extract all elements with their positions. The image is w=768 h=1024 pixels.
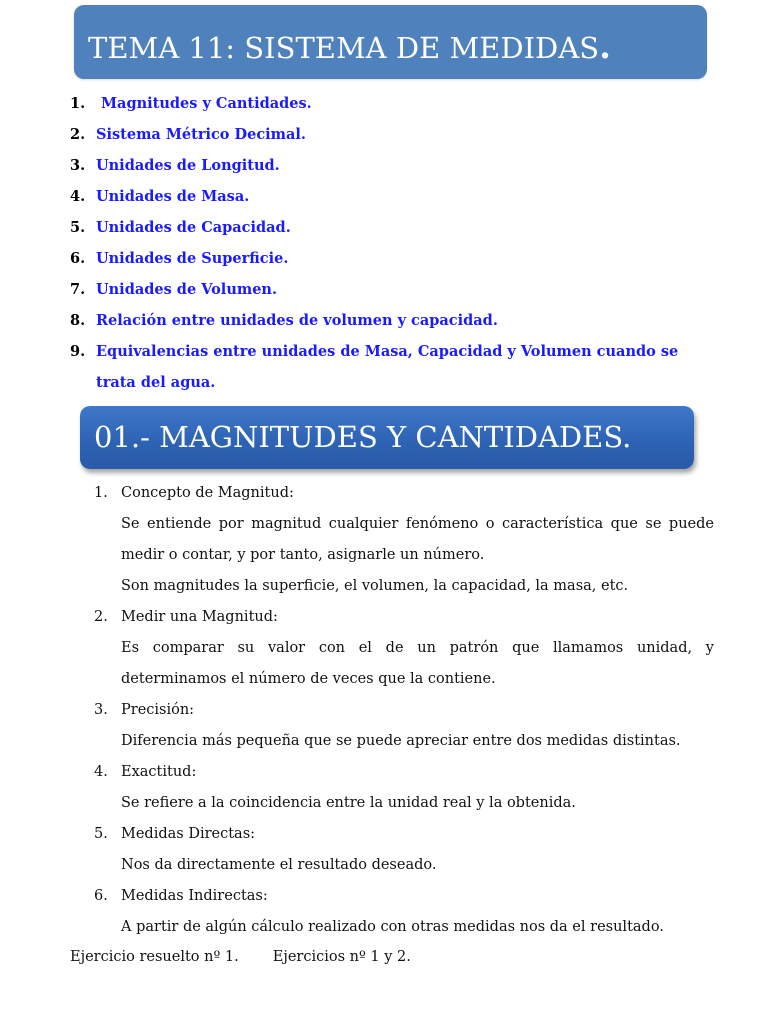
toc-item xyxy=(70,150,720,181)
toc-number: 9. xyxy=(70,343,86,360)
toc-item xyxy=(70,212,720,243)
page-title-dot: . xyxy=(599,27,611,67)
item-heading: Medidas Directas: xyxy=(121,826,256,842)
exercise-references xyxy=(70,942,411,973)
page-title: TEMA 11: SISTEMA DE MEDIDAS xyxy=(88,31,600,65)
solved-exercise-ref: Ejercicio resuelto nº 1. xyxy=(70,949,239,965)
content-item xyxy=(94,819,714,881)
item-paragraph: A partir de algún cálculo realizado con otras medidas nos da el resultado. xyxy=(121,919,664,935)
toc-text: Unidades de Longitud. xyxy=(96,157,280,174)
exercises-ref: Ejercicios nº 1 y 2. xyxy=(272,949,411,965)
toc-item xyxy=(70,336,720,398)
toc-item xyxy=(70,243,720,274)
item-number: 5. xyxy=(94,826,108,842)
content-item xyxy=(94,602,714,695)
section-title: 01.- MAGNITUDES Y CANTIDADES. xyxy=(94,420,632,454)
item-paragraph: Diferencia más pequeña que se puede apreciar entre dos medidas distintas. xyxy=(121,733,681,749)
toc-item xyxy=(70,274,720,305)
item-paragraph: Es comparar su valor con el de un patrón que llamamos unidad, y determinamos el número de veces que la contiene. xyxy=(121,640,714,687)
toc-number: 3. xyxy=(70,157,86,174)
item-number: 4. xyxy=(94,764,108,780)
toc-item xyxy=(70,119,720,150)
toc-text: Equivalencias entre unidades de Masa, Capacidad y Volumen cuando se trata del agua. xyxy=(96,343,679,391)
item-number: 3. xyxy=(94,702,108,718)
toc-number: 6. xyxy=(70,250,86,267)
item-paragraph: Son magnitudes la superficie, el volumen, la capacidad, la masa, etc. xyxy=(121,578,629,594)
content-item xyxy=(94,757,714,819)
item-paragraph: Nos da directamente el resultado deseado. xyxy=(121,857,437,873)
toc-number: 8. xyxy=(70,312,86,329)
item-heading: Concepto de Magnitud: xyxy=(121,485,294,501)
toc-text: Magnitudes y Cantidades. xyxy=(101,95,312,112)
toc-item xyxy=(70,305,720,336)
item-heading: Medidas Indirectas: xyxy=(121,888,268,904)
toc-text: Relación entre unidades de volumen y capacidad. xyxy=(96,312,498,329)
item-paragraph: Se entiende por magnitud cualquier fenómeno o característica que se puede medir o contar, y por tanto, asignarle un número. xyxy=(121,516,714,563)
item-heading: Precisión: xyxy=(121,702,195,718)
toc-item xyxy=(70,88,720,119)
item-paragraph: Se refiere a la coincidencia entre la unidad real y la obtenida. xyxy=(121,795,576,811)
content-item xyxy=(94,881,714,943)
toc-number: 5. xyxy=(70,219,86,236)
toc-text: Sistema Métrico Decimal. xyxy=(96,126,306,143)
item-number: 6. xyxy=(94,888,108,904)
toc-number: 1. xyxy=(70,95,86,112)
section-content xyxy=(94,478,714,943)
toc-text: Unidades de Capacidad. xyxy=(96,219,291,236)
section-title-banner xyxy=(80,406,694,469)
content-item xyxy=(94,478,714,602)
item-heading: Exactitud: xyxy=(121,764,197,780)
toc-text: Unidades de Volumen. xyxy=(96,281,278,298)
toc-number: 7. xyxy=(70,281,86,298)
toc-text: Unidades de Masa. xyxy=(96,188,250,205)
content-item xyxy=(94,695,714,757)
toc-number: 2. xyxy=(70,126,86,143)
toc-text: Unidades de Superficie. xyxy=(96,250,289,267)
item-number: 1. xyxy=(94,485,108,501)
item-heading: Medir una Magnitud: xyxy=(121,609,278,625)
page-title-banner xyxy=(74,5,707,79)
toc-number: 4. xyxy=(70,188,86,205)
table-of-contents xyxy=(70,88,720,398)
item-number: 2. xyxy=(94,609,108,625)
toc-item xyxy=(70,181,720,212)
